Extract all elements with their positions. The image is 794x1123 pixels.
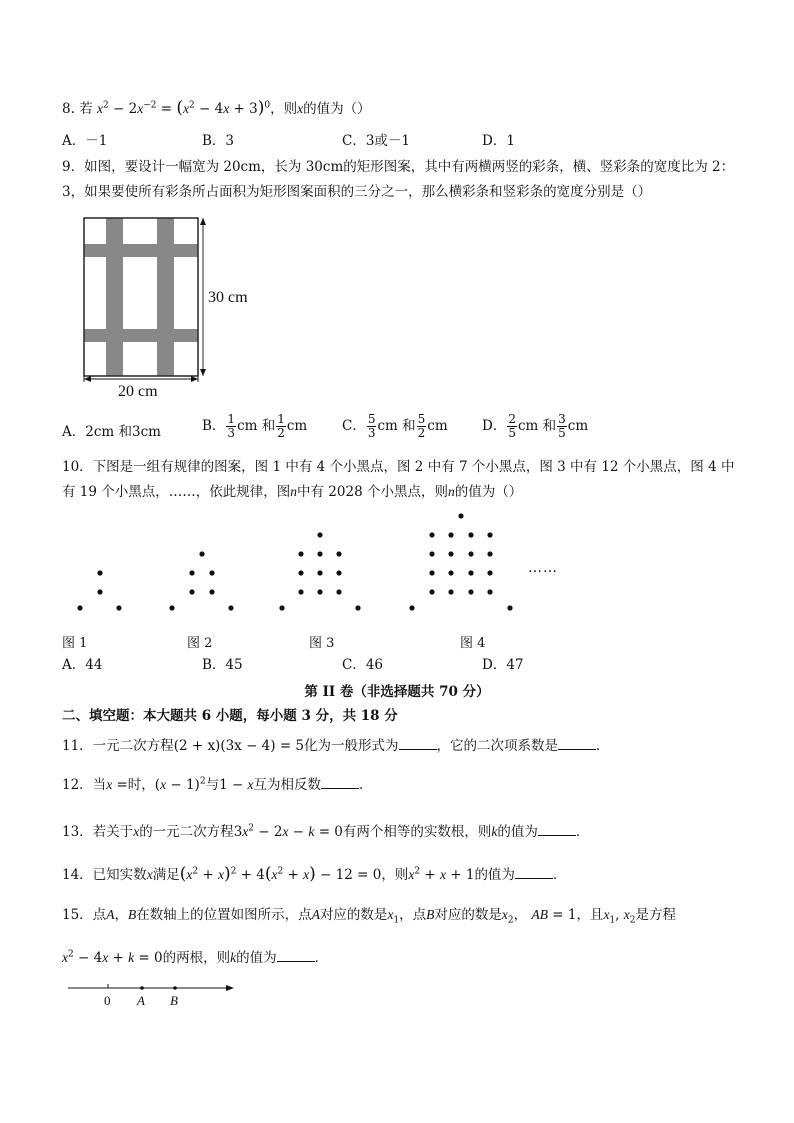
q9-line-2: 3，如果要使所有彩条所占面积为矩形图案面积的三分之一，那么横彩条和竖彩条的宽度分别是（） — [62, 184, 652, 200]
horizontal-stripe — [84, 329, 198, 342]
q12: 12．当x =时，$(x - 1)^2$与1 − x互为相反数 ． — [62, 776, 373, 793]
q8-option-a: A．－1 — [62, 133, 108, 149]
answer-blank[interactable] — [538, 823, 576, 836]
figure-2-dots — [169, 551, 233, 610]
figure-1-dots — [77, 570, 121, 610]
q10-line-1: 10．下图是一组有规律的图案，图 1 中有 4 个小黑点，图 2 中有 7 个小黑点，图 3 中有 12 个小黑点，图 4 中 — [62, 459, 735, 475]
axis-zero-label: 0 — [104, 993, 111, 1008]
q13: 13．若关于x的一元二次方程$3x^2 - 2x - k = 0$有两个相等的实数根，则k的值为 ． — [62, 823, 590, 840]
answer-blank[interactable] — [515, 866, 553, 879]
q10-figure-1-label: 图 1 — [62, 636, 88, 651]
q10-figure-2-label: 图 2 — [187, 636, 213, 651]
answer-blank[interactable] — [399, 737, 437, 750]
q9-option-b: B． $\frac{1}{3}$ cm 和 $\frac{1}{2}$ cm — [202, 412, 308, 440]
section-2-title: 第 II 卷（非选择题共 70 分） — [304, 684, 490, 700]
horizontal-stripe — [84, 244, 198, 257]
q10-option-b: B．45 — [202, 657, 243, 673]
q15-line-1: 15．点A，B在数轴上的位置如图所示，点A对应的数是$x_1$，点B对应的数是$x_2$， AB = 1，且$x_1$, $x_2$是方程 — [62, 907, 676, 926]
q15-line-2: $x^2 - 4x + k = 0$的两根，则k的值为 ． — [62, 949, 329, 966]
part-2-heading: 二、填空题：本大题共 6 小题，每小题 3 分，共 18 分 — [62, 708, 398, 724]
q8-option-b: B．3 — [202, 133, 235, 149]
answer-blank[interactable] — [321, 776, 359, 789]
q10-dot-patterns — [60, 505, 600, 620]
vertical-stripe — [106, 218, 123, 376]
q8-stem: 8. 若 $x^2 - 2x^{-2} = (x^2 - 4x + 3)^0$，则x的值为（） — [62, 98, 371, 118]
q9-line-1: 9．如图，要设计一幅宽为 20cm，长为 30cm的矩形图案，其中有两横两竖的彩条，横、竖彩条的宽度比为 2： — [62, 159, 735, 175]
q9-rectangle-figure — [80, 214, 280, 399]
q10-option-d: D．47 — [482, 657, 524, 673]
q15-number-line — [62, 978, 242, 1012]
q10-figure-4-label: 图 4 — [460, 636, 486, 651]
q9-option-c: C． $\frac{5}{3}$ cm 和 $\frac{5}{2}$ cm — [342, 412, 448, 440]
figure-3-dots — [279, 532, 360, 610]
q10-option-a: A．44 — [62, 657, 103, 673]
q10-line-2: 有 19 个小黑点，……，依此规律，图n中有 2028 个小黑点，则n的值为（） — [62, 484, 523, 500]
q10-option-c: C．46 — [342, 657, 384, 673]
q10-figure-3-label: 图 3 — [309, 636, 335, 651]
answer-blank[interactable] — [277, 949, 315, 962]
q11: 11．一元二次方程(2 + x)(3x − 4) = 5化为一般形式为 ，它的二次项系数是 ． — [62, 738, 610, 754]
q9-option-a: A．2cm 和3cm — [62, 424, 161, 440]
width-label: 20 cm — [118, 383, 158, 399]
q10-ellipsis: …… — [528, 560, 558, 576]
q14: 14．已知实数x满足$(x^2 + x)^2 + 4(x^2 + x) - 12 = 0$，则$x^2 + x + 1$的值为 ． — [62, 864, 567, 884]
q9-option-d: D． $\frac{2}{5}$ cm 和 $\frac{3}{5}$ cm — [482, 412, 589, 440]
axis-point-a-label: A — [137, 993, 145, 1008]
height-label: 30 cm — [208, 289, 248, 306]
axis-point-b-label: B — [170, 993, 178, 1008]
vertical-stripe — [157, 218, 174, 376]
q8-option-c: C．3或－1 — [342, 133, 411, 149]
figure-4-dots — [409, 513, 512, 610]
answer-blank[interactable] — [558, 737, 596, 750]
q8-option-d: D．1 — [482, 133, 515, 149]
